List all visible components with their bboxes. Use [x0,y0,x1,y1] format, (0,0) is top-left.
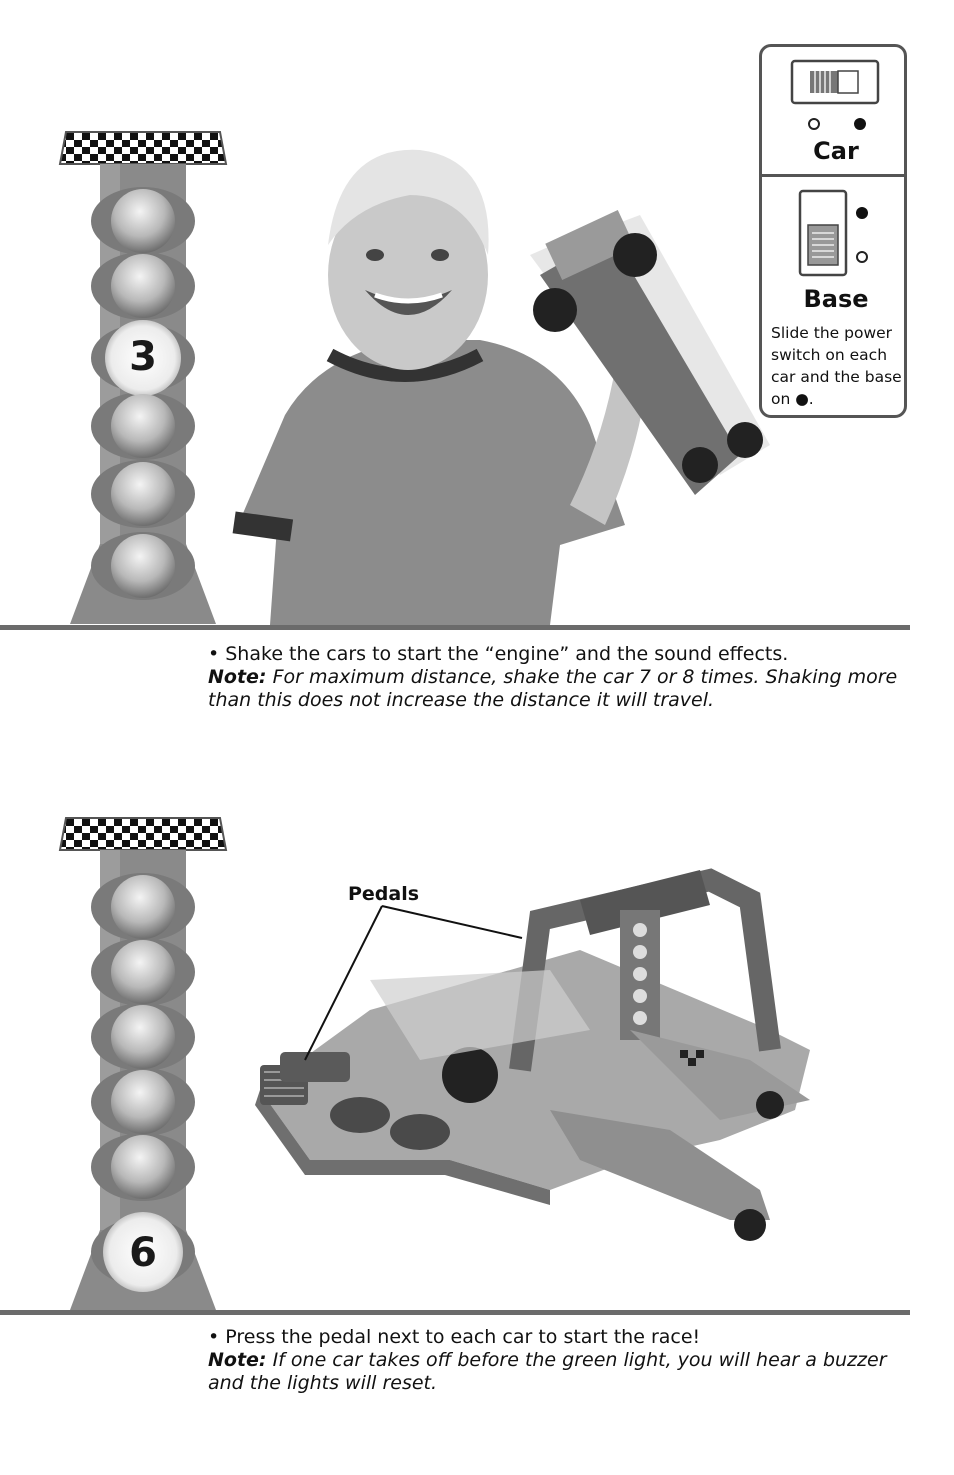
base-switch-icon [762,177,910,287]
pedals-callout-label: Pedals [348,883,420,905]
step-6-note [208,1349,908,1395]
child-shaking-car-photo [230,125,790,625]
start-tower-step-3 [58,126,228,626]
note-text: If one car takes off before the green light, you will hear a buzzer and the lights will reset. [208,1349,887,1394]
car-switch-icon [762,47,910,137]
step-3-bullet: • Shake the cars to start the “engine” and the sound effects. [208,643,789,665]
section-divider-1 [0,625,910,630]
car-switch-label: Car [813,137,859,165]
pedals-callout-lines [0,880,954,1080]
step-6-bullet: • Press the pedal next to each car to start the race! [208,1326,701,1348]
step-number: 6 [129,1230,157,1276]
step-3-instructions [208,643,908,712]
switch-instructions: Slide the power switch on each car and the base on ●. [771,324,902,408]
power-switch-panel [759,44,907,418]
step-3-note [208,666,908,712]
section-divider-2 [0,1310,910,1315]
note-text: For maximum distance, shake the car 7 or 8 times. Shaking more than this does not increase the distance it will travel. [208,666,898,711]
note-label: Note: [208,666,267,688]
step-6-instructions [208,1326,908,1395]
note-label: Note: [208,1349,267,1371]
step-number: 3 [129,334,157,380]
base-switch-label: Base [803,285,869,313]
